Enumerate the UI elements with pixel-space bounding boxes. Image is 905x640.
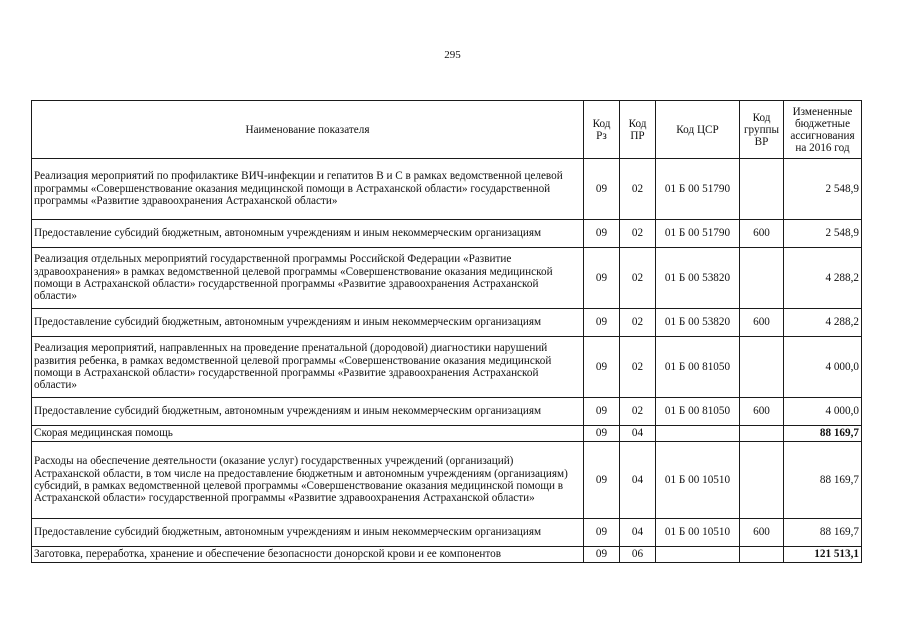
row-pr: 06 [620,547,656,563]
table-row [32,547,862,563]
row-csr: 01 Б 00 53820 [656,248,740,309]
table-row [32,519,862,547]
row-name: Реализация мероприятий по профилактике ВИЧ-инфекции и гепатитов В и С в рамках ведомственной целевой программы «Совершенствование оказания медицинской помощи в Астраханской области» государственной программы «Развитие здравоохранения Астраханской области» [32,159,584,220]
row-amount: 4 288,2 [784,309,862,337]
table-row [32,442,862,519]
row-vr [740,547,784,563]
row-amount: 88 169,7 [784,442,862,519]
row-name: Реализация мероприятий, направленных на проведение пренатальной (дородовой) диагностики нарушений развития ребенка, в рамках ведомственной целевой программы «Совершенствование оказания медицинской помощи в Астраханской области» государственной программы «Развитие здравоохранения Астраханской области» [32,337,584,398]
row-pr: 02 [620,337,656,398]
row-amount: 4 288,2 [784,248,862,309]
header-csr: Код ЦСР [656,101,740,159]
row-csr: 01 Б 00 53820 [656,309,740,337]
row-amount: 4 000,0 [784,337,862,398]
row-vr: 600 [740,220,784,248]
row-csr: 01 Б 00 81050 [656,398,740,426]
header-amount: Измененные бюджетные ассигнования на 2016 год [784,101,862,159]
row-vr: 600 [740,309,784,337]
row-rz: 09 [584,547,620,563]
row-rz: 09 [584,442,620,519]
row-amount: 4 000,0 [784,398,862,426]
row-name: Предоставление субсидий бюджетным, автономным учреждениям и иным некоммерческим организациям [32,519,584,547]
header-rz: Код Рз [584,101,620,159]
row-amount: 2 548,9 [784,159,862,220]
row-pr: 02 [620,398,656,426]
row-pr: 02 [620,309,656,337]
page-number: 295 [444,49,461,61]
row-name: Скорая медицинская помощь [32,426,584,442]
row-vr: 600 [740,519,784,547]
row-pr: 04 [620,426,656,442]
row-vr [740,159,784,220]
row-vr [740,337,784,398]
row-csr [656,547,740,563]
table-row [32,220,862,248]
row-csr [656,426,740,442]
row-amount: 88 169,7 [784,426,862,442]
row-name: Предоставление субсидий бюджетным, автономным учреждениям и иным некоммерческим организациям [32,220,584,248]
row-rz: 09 [584,159,620,220]
row-pr: 02 [620,248,656,309]
row-rz: 09 [584,426,620,442]
row-csr: 01 Б 00 51790 [656,220,740,248]
row-rz: 09 [584,519,620,547]
row-pr: 02 [620,159,656,220]
row-vr [740,442,784,519]
row-csr: 01 Б 00 81050 [656,337,740,398]
row-rz: 09 [584,337,620,398]
table-header-row [32,101,862,159]
header-vr: Код группы ВР [740,101,784,159]
table-row [32,248,862,309]
table-row [32,337,862,398]
header-name: Наименование показателя [32,101,584,159]
row-rz: 09 [584,309,620,337]
row-vr [740,426,784,442]
row-vr [740,248,784,309]
row-vr: 600 [740,398,784,426]
row-name: Заготовка, переработка, хранение и обеспечение безопасности донорской крови и ее компонентов [32,547,584,563]
table-row [32,309,862,337]
row-csr: 01 Б 00 51790 [656,159,740,220]
row-csr: 01 Б 00 10510 [656,519,740,547]
table-row [32,398,862,426]
row-rz: 09 [584,398,620,426]
row-pr: 04 [620,519,656,547]
table-row [32,159,862,220]
row-csr: 01 Б 00 10510 [656,442,740,519]
table-row [32,426,862,442]
row-amount: 2 548,9 [784,220,862,248]
row-name: Предоставление субсидий бюджетным, автономным учреждениям и иным некоммерческим организациям [32,398,584,426]
budget-table [31,100,862,563]
row-amount: 121 513,1 [784,547,862,563]
row-pr: 02 [620,220,656,248]
row-rz: 09 [584,248,620,309]
row-name: Расходы на обеспечение деятельности (оказание услуг) государственных учреждений (организаций) Астраханской области, в том числе на предоставление бюджетным и автономным учреждениям (организациям) субсидий, в рамках ведомственной целевой программы «Совершенствование оказания медицинской помощи в Астраханской области» государственной программы «Развитие здравоохранения Астраханской области» [32,442,584,519]
header-pr: Код ПР [620,101,656,159]
row-rz: 09 [584,220,620,248]
row-amount: 88 169,7 [784,519,862,547]
row-name: Предоставление субсидий бюджетным, автономным учреждениям и иным некоммерческим организациям [32,309,584,337]
row-name: Реализация отдельных мероприятий государственной программы Российской Федерации «Развитие здравоохранения» в рамках ведомственной целевой программы «Совершенствование оказания медицинской помощи в Астраханской области» государственной программы «Развитие здравоохранения Астраханской области» [32,248,584,309]
row-pr: 04 [620,442,656,519]
